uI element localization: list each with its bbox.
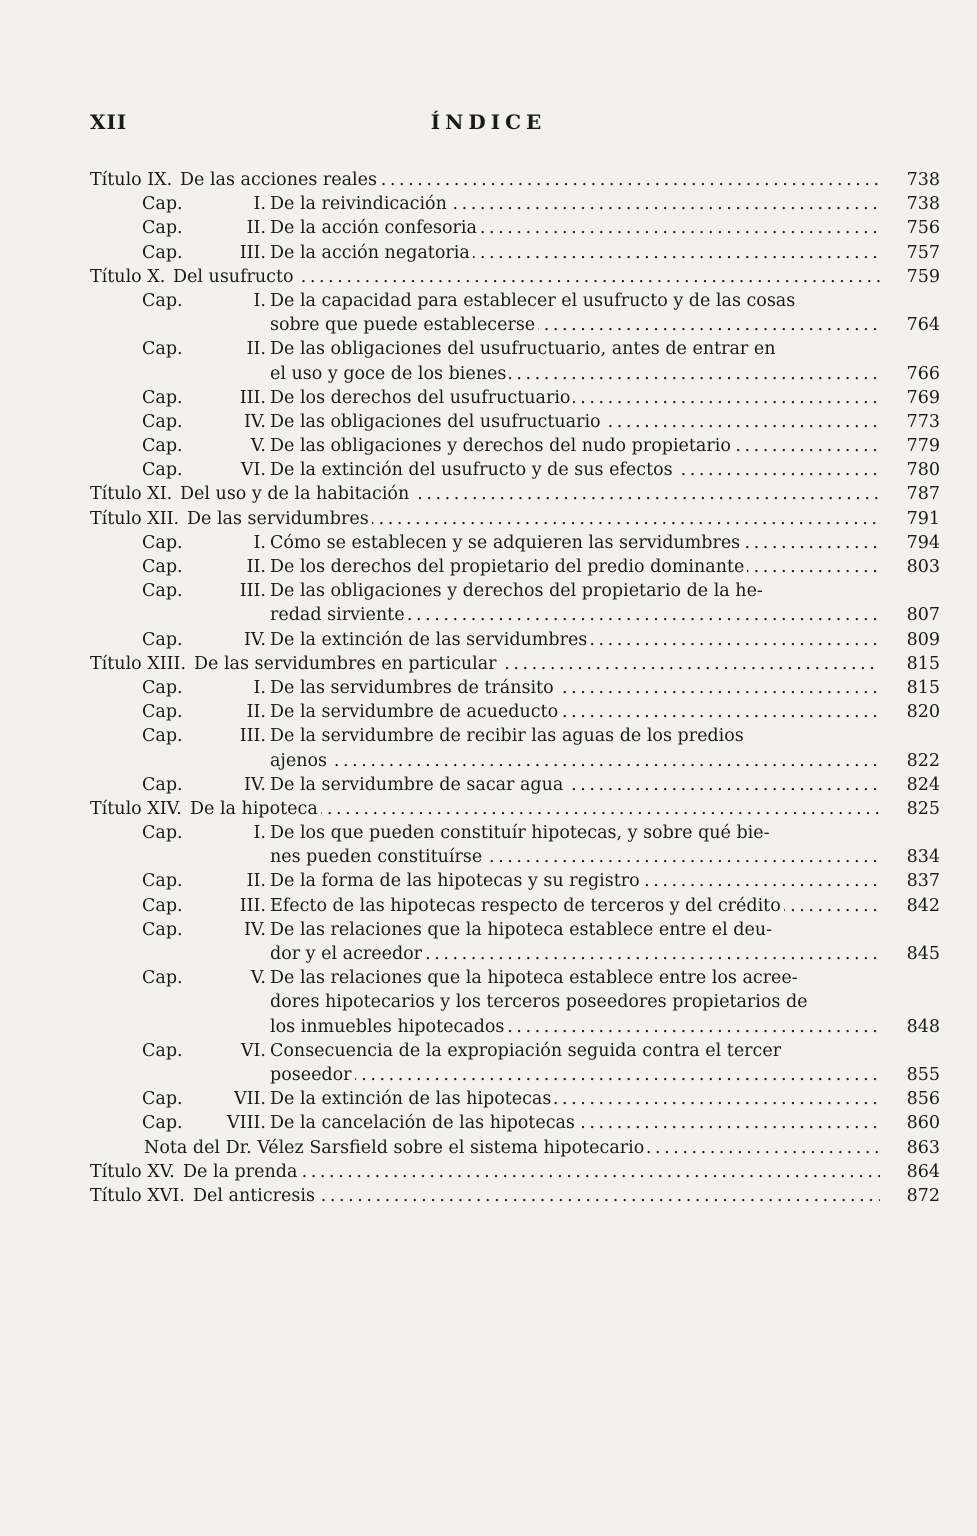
toc-line — [90, 821, 940, 845]
toc-chapter-entry — [90, 386, 940, 410]
page-header — [0, 110, 977, 140]
toc-chapter-entry — [90, 1087, 940, 1111]
page-ref: 863 — [906, 1137, 940, 1158]
chapter-label: Cap. — [142, 436, 183, 457]
chapter-label: Cap. — [142, 532, 183, 553]
entry-text: De las servidumbres — [187, 509, 372, 529]
entry-text: De las servidumbres en particular — [194, 654, 500, 674]
toc-line — [90, 1160, 940, 1184]
page-ref: 759 — [906, 266, 940, 287]
page-ref: 820 — [906, 702, 940, 723]
toc-chapter-entry — [90, 918, 940, 966]
entry-text: Del usufructo — [173, 267, 297, 287]
entry-text: De las obligaciones y derechos del propietario de la he- — [270, 581, 766, 601]
entry-text: De la servidumbre de acueducto — [270, 702, 561, 722]
title-label: Título XIV. — [90, 798, 182, 819]
toc-chapter-entry — [90, 434, 940, 458]
toc-line — [90, 434, 940, 458]
toc-line — [90, 724, 940, 748]
toc-chapter-entry — [90, 894, 940, 918]
toc-chapter-entry — [90, 216, 940, 240]
toc-line — [90, 458, 940, 482]
toc-title-entry — [90, 265, 940, 289]
toc-line — [90, 749, 940, 773]
chapter-number: I. — [253, 194, 266, 215]
toc-line — [90, 168, 940, 192]
chapter-label: Cap. — [142, 1040, 183, 1061]
entry-text: De las relaciones que la hipoteca establece entre el deu- — [270, 920, 775, 940]
chapter-label: Cap. — [142, 339, 183, 360]
page-ref: 738 — [906, 194, 940, 215]
toc-line — [90, 869, 940, 893]
entry-text: De los derechos del usufructuario — [270, 388, 573, 408]
toc-line — [90, 1136, 940, 1160]
chapter-number: VIII. — [227, 1113, 266, 1134]
entry-text: De las relaciones que la hipoteca establece entre los acree- — [270, 968, 801, 988]
toc-chapter-entry — [90, 724, 940, 772]
toc-chapter-entry — [90, 966, 940, 1039]
entry-text: Del anticresis — [193, 1186, 318, 1206]
toc-line — [90, 192, 940, 216]
chapter-label: Cap. — [142, 460, 183, 481]
chapter-label: Cap. — [142, 194, 183, 215]
toc-line — [90, 216, 940, 240]
chapter-number: IV. — [243, 919, 266, 940]
toc-line — [90, 773, 940, 797]
chapter-number: I. — [253, 290, 266, 311]
entry-text: dores hipotecarios y los terceros poseedores propietarios de — [270, 992, 811, 1012]
toc-line — [90, 1087, 940, 1111]
page-ref: 787 — [906, 484, 940, 505]
page-ref: 757 — [906, 242, 940, 263]
toc-line — [90, 845, 940, 869]
entry-text: De la acción negatoria — [270, 243, 473, 263]
chapter-number: VII. — [233, 1089, 266, 1110]
entry-text: Del uso y de la habitación — [180, 484, 412, 504]
chapter-number: III. — [239, 581, 266, 602]
toc-chapter-entry — [90, 869, 940, 893]
entry-text: De la acción confesoria — [270, 218, 480, 238]
toc-chapter-entry — [90, 241, 940, 265]
toc-line — [90, 628, 940, 652]
page-ref: 779 — [906, 436, 940, 457]
toc-title-entry — [90, 1184, 940, 1208]
chapter-number: II. — [246, 871, 266, 892]
chapter-number: III. — [239, 895, 266, 916]
page-ref: 773 — [906, 411, 940, 432]
chapter-number: III. — [239, 387, 266, 408]
page-ref: 834 — [906, 847, 940, 868]
title-label: Título XVI. — [90, 1185, 185, 1206]
toc-line — [90, 1015, 940, 1039]
toc-title-entry — [90, 507, 940, 531]
entry-text: De la cancelación de las hipotecas — [270, 1113, 578, 1133]
toc-chapter-entry — [90, 579, 940, 627]
toc-line — [90, 482, 940, 506]
chapter-number: I. — [253, 532, 266, 553]
entry-text: De la extinción de las hipotecas — [270, 1089, 554, 1109]
chapter-label: Cap. — [142, 919, 183, 940]
chapter-label: Cap. — [142, 290, 183, 311]
chapter-number: V. — [250, 968, 266, 989]
entry-text: De la extinción de las servidumbres — [270, 630, 590, 650]
entry-text: Efecto de las hipotecas respecto de terceros y del crédito — [270, 896, 784, 916]
chapter-label: Cap. — [142, 629, 183, 650]
toc-title-entry — [90, 168, 940, 192]
chapter-label: Cap. — [142, 871, 183, 892]
entry-text: De los derechos del propietario del predio dominante — [270, 557, 747, 577]
chapter-number: IV. — [243, 774, 266, 795]
page-ref: 791 — [906, 508, 940, 529]
chapter-label: Cap. — [142, 895, 183, 916]
toc-line — [90, 579, 940, 603]
toc-chapter-entry — [90, 676, 940, 700]
chapter-label: Cap. — [142, 581, 183, 602]
chapter-label: Cap. — [142, 557, 183, 577]
chapter-number: V. — [250, 436, 266, 457]
entry-text: nes pueden constituírse — [270, 847, 485, 867]
chapter-number: II. — [246, 339, 266, 360]
page-ref: 845 — [906, 944, 940, 964]
page-ref: 815 — [906, 677, 940, 698]
chapter-label: Cap. — [142, 968, 183, 989]
toc-chapter-entry — [90, 1111, 940, 1135]
chapter-label: Cap. — [142, 702, 183, 723]
toc-line — [90, 265, 940, 289]
toc-title-entry — [90, 797, 940, 821]
page-ref: 803 — [906, 557, 940, 577]
chapter-label: Cap. — [142, 218, 183, 239]
chapter-number: I. — [253, 677, 266, 698]
page-ref: 856 — [906, 1089, 940, 1110]
page-ref: 822 — [906, 750, 940, 771]
toc-line — [90, 603, 940, 627]
chapter-label: Cap. — [142, 726, 183, 747]
toc-line — [90, 797, 940, 821]
toc-line — [90, 1184, 940, 1208]
entry-text: ajenos — [270, 751, 330, 771]
chapter-label: Cap. — [142, 411, 183, 432]
toc-note-entry — [90, 1136, 940, 1160]
entry-text: De las obligaciones del usufructuario — [270, 412, 604, 432]
page-ref: 848 — [906, 1016, 940, 1037]
entry-text: De las acciones reales — [180, 170, 380, 190]
title-label: Título XI. — [90, 484, 173, 505]
toc-title-entry — [90, 1160, 940, 1184]
title-label: Título XIII. — [90, 653, 187, 674]
toc-line — [90, 1111, 940, 1135]
chapter-number: II. — [246, 557, 266, 577]
page-ref: 815 — [906, 653, 940, 674]
page-ref: 764 — [906, 315, 940, 336]
chapter-number: III. — [239, 726, 266, 747]
running-title: ÍNDICE — [430, 110, 547, 134]
entry-text: De las obligaciones y derechos del nudo propietario — [270, 436, 734, 456]
table-of-contents — [90, 168, 940, 1208]
page-ref: 824 — [906, 774, 940, 795]
toc-line — [90, 410, 940, 434]
entry-text: Nota del Dr. Vélez Sarsfield sobre el sistema hipotecario — [144, 1138, 647, 1158]
entry-text: los inmuebles hipotecados — [270, 1017, 507, 1037]
chapter-label: Cap. — [142, 242, 183, 263]
entry-text: De las servidumbres de tránsito — [270, 678, 557, 698]
title-label: Título XV. — [90, 1161, 175, 1182]
page-ref: 756 — [906, 218, 940, 239]
toc-line — [90, 337, 940, 361]
chapter-number: II. — [246, 702, 266, 723]
toc-chapter-entry — [90, 821, 940, 869]
toc-chapter-entry — [90, 289, 940, 337]
toc-chapter-entry — [90, 628, 940, 652]
chapter-label: Cap. — [142, 1113, 183, 1134]
toc-line — [90, 1063, 940, 1087]
entry-text: De los que pueden constituír hipotecas, y sobre qué bie- — [270, 823, 773, 843]
toc-line — [90, 942, 940, 966]
chapter-label: Cap. — [142, 677, 183, 698]
page-ref: 864 — [906, 1161, 940, 1182]
chapter-number: VI. — [240, 1040, 266, 1061]
entry-text: el uso y goce de los bienes — [270, 364, 509, 384]
chapter-number: II. — [246, 218, 266, 239]
toc-chapter-entry — [90, 773, 940, 797]
entry-text: Consecuencia de la expropiación seguida contra el tercer — [270, 1041, 784, 1061]
entry-text: Cómo se establecen y se adquieren las servidumbres — [270, 533, 743, 553]
page-ref: 825 — [906, 798, 940, 819]
chapter-label: Cap. — [142, 774, 183, 795]
entry-text: De la prenda — [183, 1162, 300, 1182]
toc-line — [90, 1039, 940, 1063]
entry-text: De las obligaciones del usufructuario, antes de entrar en — [270, 339, 778, 359]
chapter-number: III. — [239, 242, 266, 263]
toc-chapter-entry — [90, 531, 940, 555]
toc-line — [90, 894, 940, 918]
chapter-label: Cap. — [142, 387, 183, 408]
chapter-label: Cap. — [142, 823, 183, 844]
toc-line — [90, 531, 940, 555]
toc-chapter-entry — [90, 192, 940, 216]
page-ref: 807 — [906, 605, 940, 626]
toc-line — [90, 676, 940, 700]
entry-text: De la extinción del usufructo y de sus efectos — [270, 460, 676, 480]
page-ref: 855 — [906, 1064, 940, 1085]
toc-chapter-entry — [90, 700, 940, 724]
entry-text: De la servidumbre de recibir las aguas de los predios — [270, 726, 747, 746]
page-ref: 769 — [906, 387, 940, 408]
entry-text: De la hipoteca — [190, 799, 321, 819]
page-ref: 794 — [906, 532, 940, 553]
entry-text: De la forma de las hipotecas y su registro — [270, 871, 643, 891]
toc-line — [90, 700, 940, 724]
toc-chapter-entry — [90, 337, 940, 385]
toc-line — [90, 313, 940, 337]
page-ref: 872 — [906, 1185, 940, 1206]
entry-text: De la reivindicación — [270, 194, 450, 214]
toc-line — [90, 555, 940, 579]
chapter-number: IV. — [243, 411, 266, 432]
entry-text: redad sirviente — [270, 605, 408, 625]
page-ref: 738 — [906, 170, 940, 190]
toc-line — [90, 241, 940, 265]
toc-chapter-entry — [90, 1039, 940, 1087]
toc-line — [90, 990, 940, 1014]
page-ref: 780 — [906, 460, 940, 481]
entry-text: poseedor — [270, 1065, 355, 1085]
title-label: Título IX. — [90, 170, 173, 190]
toc-line — [90, 507, 940, 531]
toc-line — [90, 386, 940, 410]
page-ref: 842 — [906, 895, 940, 916]
toc-chapter-entry — [90, 555, 940, 579]
chapter-number: I. — [253, 823, 266, 844]
entry-text: dor y el acreedor — [270, 944, 425, 964]
entry-text: De la capacidad para establecer el usufructo y de las cosas — [270, 291, 798, 311]
entry-text: De la servidumbre de sacar agua — [270, 775, 566, 795]
toc-line — [90, 966, 940, 990]
toc-line — [90, 652, 940, 676]
toc-chapter-entry — [90, 410, 940, 434]
chapter-number: IV. — [243, 629, 266, 650]
chapter-number: VI. — [240, 460, 266, 481]
title-label: Título X. — [90, 266, 166, 287]
page-number: XII — [90, 110, 128, 134]
toc-title-entry — [90, 482, 940, 506]
chapter-label: Cap. — [142, 1089, 183, 1110]
page-ref: 860 — [906, 1113, 940, 1134]
toc-title-entry — [90, 652, 940, 676]
toc-line — [90, 289, 940, 313]
toc-line — [90, 918, 940, 942]
toc-chapter-entry — [90, 458, 940, 482]
entry-text: sobre que puede establecerse — [270, 315, 538, 335]
page-ref: 837 — [906, 871, 940, 892]
toc-line — [90, 362, 940, 386]
page-ref: 809 — [906, 629, 940, 650]
page-ref: 766 — [906, 363, 940, 384]
title-label: Título XII. — [90, 508, 180, 529]
